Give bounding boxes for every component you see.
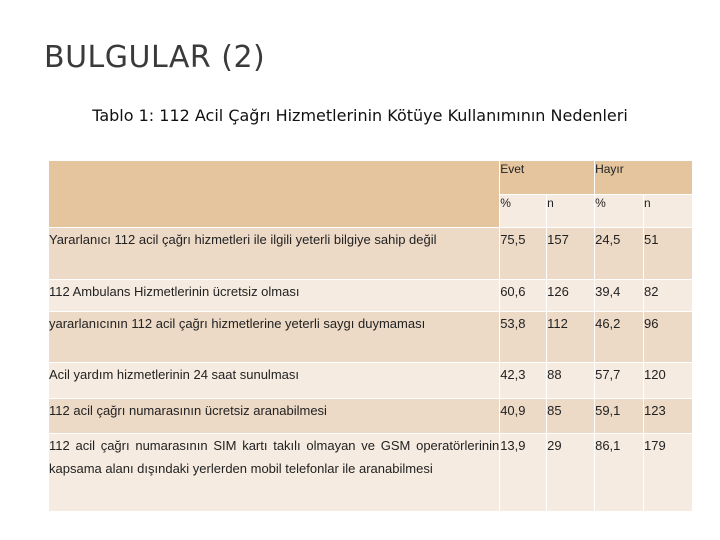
cell-evet-n: 88: [547, 363, 595, 399]
cell-evet-percent: 40,9: [500, 399, 547, 434]
cell-evet-percent: 75,5: [500, 228, 547, 280]
results-table: [48, 160, 693, 512]
row-label: 112 acil çağrı numarasının ücretsiz aranabilmesi: [49, 399, 500, 434]
group-header-hayir: Hayır: [595, 161, 693, 195]
row-label: 112 Ambulans Hizmetlerinin ücretsiz olması: [49, 280, 500, 312]
cell-hayir-percent: 59,1: [595, 399, 644, 434]
cell-hayir-percent: 57,7: [595, 363, 644, 399]
row-label: Acil yardım hizmetlerinin 24 saat sunulması: [49, 363, 500, 399]
cell-hayir-n: 51: [644, 228, 693, 280]
cell-hayir-n: 96: [644, 312, 693, 363]
cell-hayir-percent: 24,5: [595, 228, 644, 280]
cell-hayir-n: 120: [644, 363, 693, 399]
subheader-hayir-percent: %: [595, 195, 644, 228]
subheader-evet-percent: %: [500, 195, 547, 228]
cell-hayir-n: 82: [644, 280, 693, 312]
group-header-row: [49, 161, 693, 195]
table-row: [49, 434, 693, 512]
cell-evet-n: 29: [547, 434, 595, 512]
table-row: [49, 280, 693, 312]
cell-evet-percent: 13,9: [500, 434, 547, 512]
table-row: [49, 312, 693, 363]
row-label: 112 acil çağrı numarasının SIM kartı takılı olmayan ve GSM operatörlerinin kapsama alanı dışındaki yerlerden mobil telefonlar ile aranabilmesi: [49, 434, 500, 512]
table-row: [49, 228, 693, 280]
cell-hayir-percent: 46,2: [595, 312, 644, 363]
cell-hayir-n: 179: [644, 434, 693, 512]
cell-evet-percent: 60,6: [500, 280, 547, 312]
table-row: [49, 399, 693, 434]
subheader-evet-n: n: [547, 195, 595, 228]
group-header-evet: Evet: [500, 161, 595, 195]
cell-evet-n: 126: [547, 280, 595, 312]
cell-evet-percent: 42,3: [500, 363, 547, 399]
table-caption: Tablo 1: 112 Acil Çağrı Hizmetlerinin Kötüye Kullanımının Nedenleri: [92, 106, 628, 125]
subheader-hayir-n: n: [644, 195, 693, 228]
cell-evet-n: 157: [547, 228, 595, 280]
header-blank-cell: [49, 161, 500, 228]
table-row: [49, 363, 693, 399]
cell-evet-n: 85: [547, 399, 595, 434]
cell-evet-n: 112: [547, 312, 595, 363]
row-label: Yararlanıcı 112 acil çağrı hizmetleri ile ilgili yeterli bilgiye sahip değil: [49, 228, 500, 280]
cell-evet-percent: 53,8: [500, 312, 547, 363]
cell-hayir-n: 123: [644, 399, 693, 434]
slide-title: BULGULAR (2): [44, 40, 266, 75]
cell-hayir-percent: 86,1: [595, 434, 644, 512]
cell-hayir-percent: 39,4: [595, 280, 644, 312]
row-label: yararlanıcının 112 acil çağrı hizmetlerine yeterli saygı duymaması: [49, 312, 500, 363]
